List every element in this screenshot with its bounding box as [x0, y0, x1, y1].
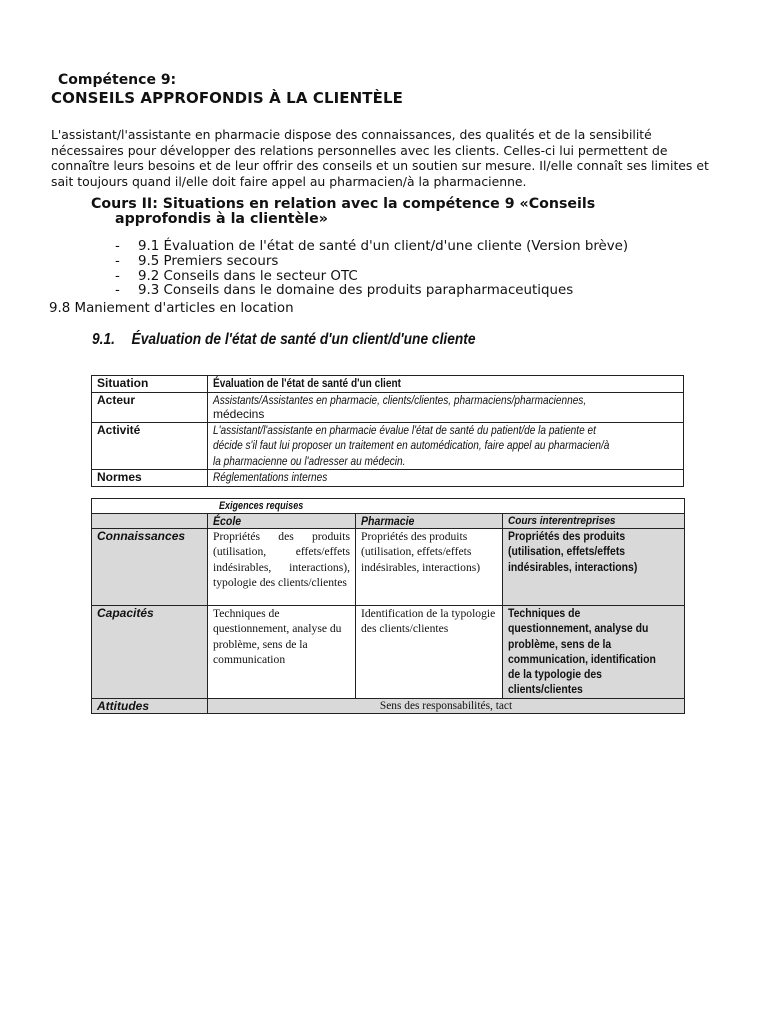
- maniement-line: 9.8 Maniement d'articles en location: [49, 301, 294, 316]
- activite-line: L'assistant/l'assistante en pharmacie évalue l'état de santé du patient/de la patiente et: [213, 422, 596, 437]
- table-row: [92, 422, 684, 470]
- column-header-pharmacie: [356, 514, 503, 529]
- list-item: [115, 270, 628, 285]
- table-row: [92, 499, 685, 514]
- capacites-cours-line: problème, sens de la: [508, 637, 612, 651]
- normes-value-text: Réglementations internes: [213, 470, 328, 484]
- capacites-cours-line: de la typologie des: [508, 668, 602, 682]
- page-title: CONSEILS APPROFONDIS À LA CLIENTÈLE: [51, 89, 403, 107]
- normes-value: [208, 470, 684, 487]
- table-row: [92, 470, 684, 487]
- connaissances-label: Connaissances: [92, 529, 208, 606]
- exigences-table: [91, 498, 685, 714]
- table-row: [92, 392, 684, 422]
- capacites-cours-line: communication, identification: [508, 652, 656, 666]
- acteur-label: Acteur: [92, 392, 208, 422]
- list-item-text: 9.3 Conseils dans le domaine des produits parapharmaceutiques: [138, 283, 574, 299]
- intro-line: nécessaires pour développer des relations personnelles avec les clients. Celles-ci lui permettent de: [51, 142, 668, 158]
- acteur-value-text: Assistants/Assistantes en pharmacie, clients/clientes, pharmaciens/pharmaciennes,: [213, 392, 587, 407]
- cours-heading-line: approfondis à la clientèle»: [115, 211, 328, 227]
- capacites-pharmacie: Identification de la typologie des clients/clientes: [356, 606, 503, 699]
- intro-paragraph: [51, 127, 751, 189]
- capacites-label: Capacités: [92, 606, 208, 699]
- column-header-text: École: [213, 514, 242, 528]
- connaissances-cours-line: indésirables, interactions): [508, 560, 638, 574]
- section-number: 9.1.: [92, 331, 115, 348]
- connaissances-cours-line: (utilisation, effets/effets: [508, 545, 626, 559]
- list-item: [115, 240, 628, 255]
- capacites-cours-line: clients/clientes: [508, 683, 583, 697]
- table-row: [92, 606, 685, 699]
- column-header-ecole: [208, 514, 356, 529]
- intro-line: L'assistant/l'assistante en pharmacie dispose des connaissances, des qualités et de la sensibilité: [51, 127, 652, 142]
- activite-value: [208, 422, 684, 470]
- intro-line: sait toujours quand il/elle doit faire appel au pharmacien/à la pharmacienne.: [51, 173, 527, 189]
- empty-cell: [92, 514, 208, 529]
- activite-line: décide s'il faut lui proposer un traitement en automédication, faire appel au pharmacien/à: [213, 438, 610, 452]
- cours-heading-line: Cours II: Situations en relation avec la compétence 9 «Conseils: [91, 196, 596, 212]
- column-header-text: Pharmacie: [361, 514, 415, 528]
- list-item-text: 9.1 Évaluation de l'état de santé d'un client/d'une cliente (Version brève): [138, 239, 629, 254]
- dash-bullet: -: [115, 268, 120, 284]
- activite-line: la pharmacienne ou l'adresser au médecin.: [213, 453, 406, 468]
- column-header-text: Cours interentreprises: [508, 515, 616, 527]
- situation-value-text: Évaluation de l'état de santé d'un client: [213, 376, 401, 390]
- connaissances-pharmacie: Propriétés des produits (utilisation, effets/effets indésirables, interactions): [356, 529, 503, 606]
- dash-bullet: -: [115, 283, 120, 299]
- list-item-text: 9.2 Conseils dans le secteur OTC: [138, 268, 358, 284]
- situation-table: [91, 375, 684, 487]
- acteur-value: [208, 392, 684, 422]
- cours-heading: [91, 197, 595, 227]
- situation-value: [208, 376, 684, 393]
- capacites-cours: [503, 606, 685, 699]
- normes-label: Normes: [92, 470, 208, 487]
- table-row: [92, 698, 685, 713]
- capacites-ecole: Techniques de questionnement, analyse du problème, sens de la communication: [208, 606, 356, 699]
- capacites-cours-line: Techniques de: [508, 607, 581, 620]
- column-header-cours: [503, 514, 685, 529]
- list-item-text: 9.5 Premiers secours: [138, 253, 279, 269]
- connaissances-ecole: Propriétés des produits (utilisation, effets/effets indésirables, interactions), typologie des clients/clientes: [208, 529, 356, 606]
- competence-label: Compétence 9:: [58, 72, 177, 88]
- attitudes-label: Attitudes: [92, 698, 208, 713]
- exigences-header: [92, 499, 685, 514]
- section-title-text: Évaluation de l'état de santé d'un client/d'une cliente: [131, 331, 476, 348]
- connaissances-cours-line: Propriétés des produits: [508, 530, 626, 543]
- capacites-cours-line: questionnement, analyse du: [508, 622, 649, 636]
- list-item: [115, 284, 628, 299]
- section-title: [92, 331, 476, 349]
- situations-list: [115, 240, 628, 299]
- acteur-value-text: médecins: [213, 407, 265, 421]
- connaissances-cours: [503, 529, 685, 606]
- exigences-header-text: Exigences requises: [219, 500, 304, 512]
- table-row: [92, 376, 684, 393]
- dash-bullet: -: [115, 253, 120, 269]
- table-row: [92, 514, 685, 529]
- dash-bullet: -: [115, 239, 120, 254]
- activite-label: Activité: [92, 422, 208, 470]
- situation-label: Situation: [92, 376, 208, 393]
- attitudes-value: Sens des responsabilités, tact: [208, 698, 685, 713]
- table-row: [92, 529, 685, 606]
- list-item: [115, 255, 628, 270]
- intro-line: connaître leurs besoins et de leur offrir des conseils et un soutien sur mesure. Il/elle connaît ses limites et: [51, 158, 709, 174]
